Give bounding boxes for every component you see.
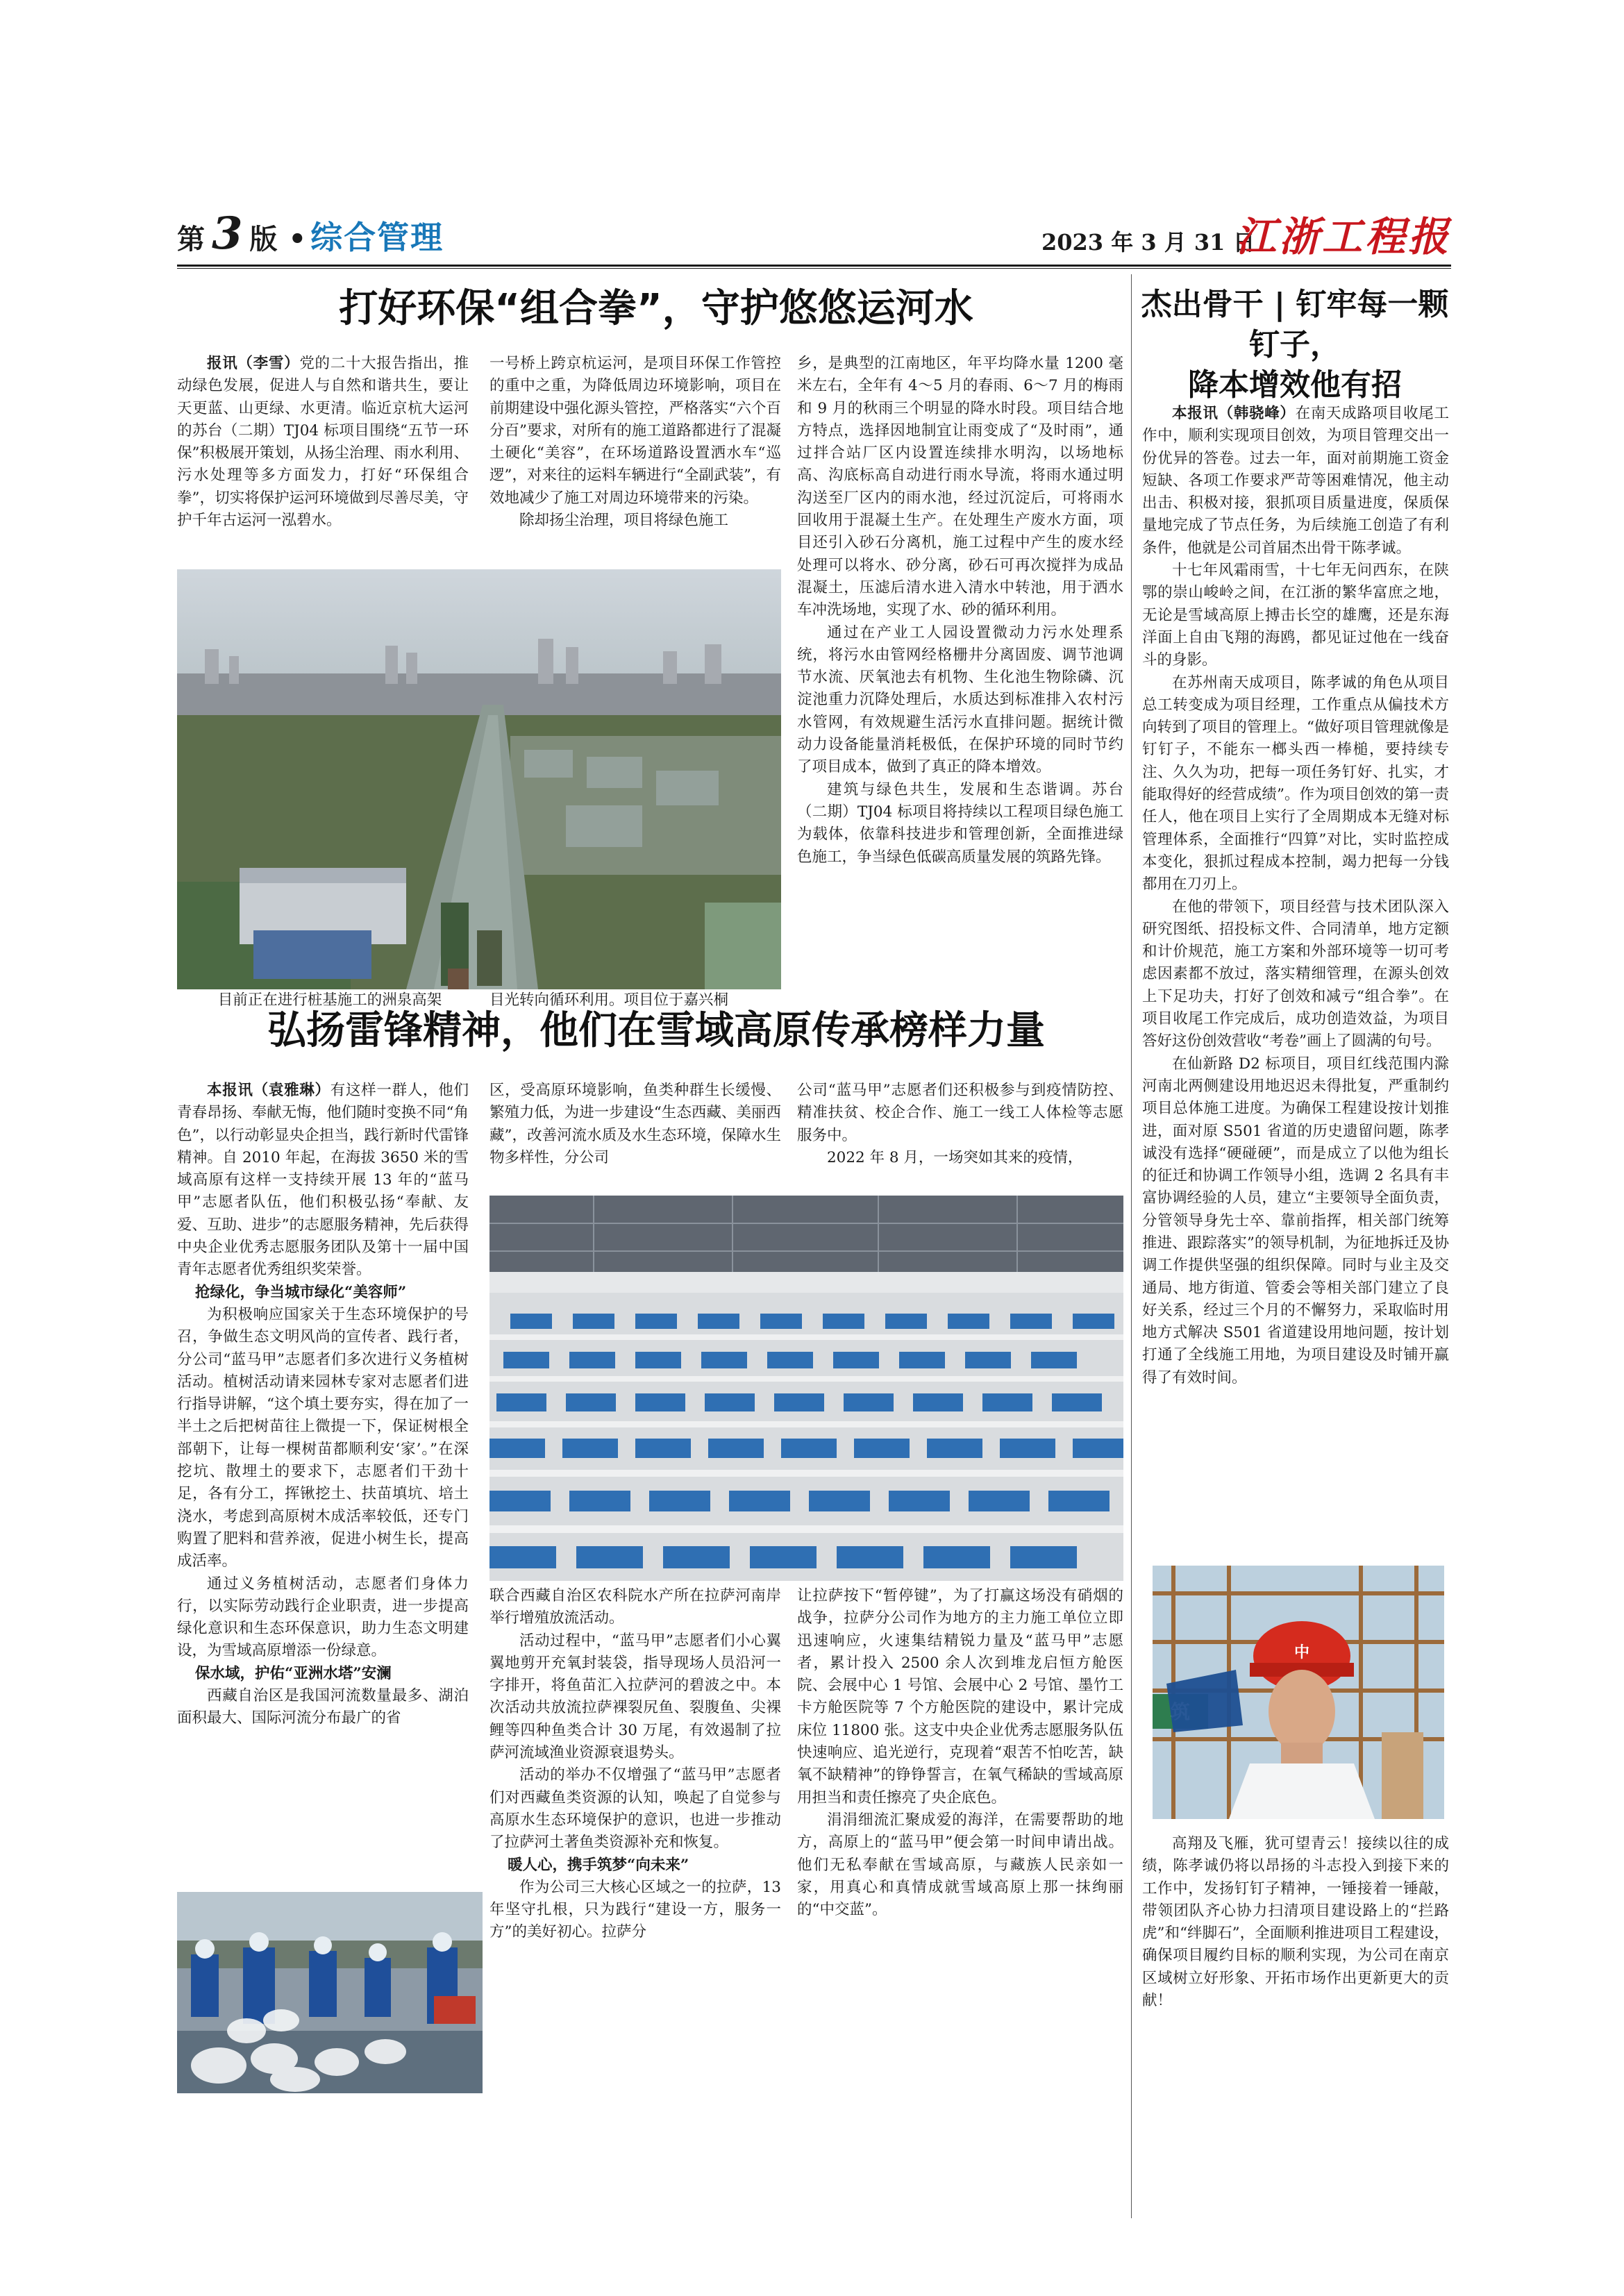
article1-col3-p3: 建筑与绿色共生，发展和生态谐调。苏台（二期）TJ04 标项目将持续以工程项目绿色施工为载体，依靠科技进步和管理创新，全面推进绿色施工，争当绿色低碳高质量发展的筑路先锋。 (797, 780, 1123, 866)
ban-suffix: 版 (249, 223, 278, 255)
masthead (177, 208, 1451, 264)
article3-p5: 在仙新路 D2 标项目，项目红线范围内滁河南北两侧建设用地迟迟未得批复，严重制约项目总体施工进度。为确保工程建设按计划推进，面对原 S501 省道的历史遗留问题，陈孝诚没有选择“硬碰硬”，而是成立了以他为组长的征迁和协调工作领导小组，选调 2 名具有丰富协调经验的人员，建立“主要领导全面负责，分管领导身先士卒、靠前指挥，相关部门统筹推进、跟踪落实”的领导机制，为征地拆迁及协调工作提供坚强的组织保障。同时与业主及交通局、地方街道、管委会等相关部门建立了良好关系，经过三个月的不懈努力，采取临时用地方式解决 S501 省道建设用地问题，按计划打通了全线施工用地，为项目建设及时铺开赢得了有效时间。 (1142, 1055, 1449, 1386)
article3-body (1142, 403, 1449, 1389)
article2-subhead2: 保水域，护佑“亚洲水塔”安澜 (195, 1664, 392, 1682)
article2-col2-p2: 联合西藏自治区农科院水产所在拉萨河南岸举行增殖放流活动。 (489, 1587, 781, 1627)
paper-logo: 江浙工程报 (1235, 213, 1451, 260)
article2-col3-top (797, 1080, 1123, 1169)
article3-lead: 在南天成路项目收尾工作中，顺利实现项目创效，为项目管理交出一份优异的答卷。过去一年，面对前期施工资金短缺、各项工作要求严苛等困难情况，他主动出击、积极对接，狠抓项目质量进度，保质保量地完成了节点任务，为后续施工创造了有利条件，他就是公司首届杰出骨干陈孝诚。 (1142, 405, 1449, 557)
article2-col1-p4: 西藏自治区是我国河流数量最多、湖泊面积最大、国际河流分布最广的省 (177, 1687, 469, 1727)
article2-col3-p4: 涓涓细流汇聚成爱的海洋，在需要帮助的地方，高原上的“蓝马甲”便会第一时间申请出战。他们无私奉献在雪域高原，与藏族人民亲如一家，用真心和真情成就雪域高原上那一抹绚丽的“中交蓝”。 (797, 1811, 1123, 1919)
article1-byline: 报讯（李雪） (207, 355, 300, 372)
article2-col3-p3: 让拉萨按下“暂停键”，为了打赢这场没有硝烟的战争，拉萨分公司作为地方的主力施工单位立即迅速响应，火速集结精锐力量及“蓝马甲”志愿者，累计投入 2500 余人次到堆龙启恒方舱医院、会展中心 1 号馆、会展中心 2 号馆、墨竹工卡方舱医院等 7 个方舱医院的建设中，累计完成床位 11800 张。这支中央企业优秀志愿服务队伍快速响应、追光逆行，克现着“艰苦不怕吃苦，缺氧不缺精神”的铮铮誓言，在氧气稀缺的雪域高原用担当和责任擦亮了央企底色。 (797, 1587, 1123, 1807)
article3-byline: 本报讯（韩骁峰） (1172, 405, 1296, 422)
article3-p4: 在他的带领下，项目经营与技术团队深入研究图纸、招投标文件、合同清单，地方定额和计价规范，施工方案和外部环境等一切可考虑因素都不放过，落实精细管理，在源头创效上下足功夫，打好了创效和减亏“组合拳”。在项目收尾工作完成后，成功创造效益，为项目答好这份创效营收“考卷”画上了圆满的句号。 (1142, 898, 1449, 1050)
article1-col2-tail: 目光转向循环利用。项目位于嘉兴桐 (489, 991, 729, 1009)
article2-col3-p2: 2022 年 8 月，一场突如其来的疫情， (827, 1148, 1083, 1166)
article1-col1 (177, 353, 469, 532)
page-number: 3 (212, 208, 243, 260)
article2-col1-p3: 通过义务植树活动，志愿者们身体力行，以实际劳动践行企业职责，进一步提高绿化意识和生态环保意识，助力生态文明建设，为雪域高原增添一份绿意。 (177, 1575, 469, 1660)
article3-p3: 在苏州南天成项目，陈孝诚的角色从项目总工转变成为项目经理，工作重点从偏技术方向转到了项目的管理上。“做好项目管理就像是钉钉子，不能东一榔头西一棒槌，要持续专注、久久为功，把每一项任务钉好、扎实，才能取得好的经营成绩”。作为项目创效的第一责任人，他在项目上实行了全周期成本无缝对标管理体系，全面推行“四算”对比，实时监控成本变化，狠抓过程成本控制，竭力把每一分钱都用在刀刃上。 (1142, 673, 1449, 894)
field-hospital-photo (489, 1196, 1123, 1581)
masthead-rule (177, 265, 1451, 267)
portrait-helmet-text: 中 (1294, 1644, 1310, 1661)
article2-col1-p2: 为积极响应国家关于生态环境保护的号召，争做生态文明风尚的宣传者、践行者，分公司“蓝马甲”志愿者们多次进行义务植树活动。植树活动请来园林专家对志愿者们进行指导讲解，“这个填土要夯实，得在加了一半土之后把树苗往上微提一下，保证树根全部朝下，让每一棵树苗都顺利安‘家’。”在深挖坑、散埋土的要求下，志愿者们干劲十足，各有分工，挥锹挖土、扶苗填坑、培土浇水，考虑到高原树木成活率较低，还专门购置了肥料和营养液，促进小树生长，提高成活率。 (177, 1305, 469, 1570)
article2-lead: 有这样一群人，他们青春昂扬、奉献无悔，他们随时变换不同“角色”，以行动彰显央企担当，践行新时代雷锋精神。自 2010 年起，在海拔 3650 米的雪域高原有这样一支持续开展 13 年的“蓝马甲”志愿者队伍，他们积极弘扬“奉献、友爱、互助、进步”的志愿服务精神，先后获得中央企业优秀志愿服务团队及第十一届中国青年志愿者优秀组织奖荣誉。 (177, 1082, 469, 1279)
article1-title: 打好环保“组合拳”，守护悠悠运河水 (339, 286, 973, 331)
article2-col2-p3: 活动过程中，“蓝马甲”志愿者们小心翼翼地剪开充氧封装袋，指导现场人员沿河一字排开，将鱼苗汇入拉萨河的碧波之中。本次活动共放流拉萨裸裂尻鱼、裂腹鱼、尖裸鲤等四种鱼类合计 30 万尾，有效遏制了拉萨河流域渔业资源衰退势头。 (489, 1632, 781, 1762)
article2-col2-top (489, 1080, 781, 1169)
article1-col3 (797, 353, 1123, 869)
bullet: • (288, 223, 307, 255)
article3-title-line2: 降本增效他有招 (1188, 367, 1402, 403)
article3-title (1139, 285, 1451, 405)
fish-release-photo (177, 1892, 483, 2093)
ban-prefix: 第 (177, 223, 205, 255)
article2-col3-p1: 公司“蓝马甲”志愿者们还积极参与到疫情防控、精准扶贫、校企合作、施工一线工人体检等志愿服务中。 (797, 1082, 1123, 1144)
article2-byline: 本报讯（袁雅琳） (207, 1082, 330, 1099)
article2-subhead3: 暖人心，携手筑梦“向未来” (508, 1856, 689, 1874)
article2-col2-p5: 作为公司三大核心区域之一的拉萨，13 年坚守扎根，只为践行“建设一方，服务一方”的美好初心。拉萨分 (489, 1878, 781, 1941)
article1-col3-p1: 乡，是典型的江南地区，年平均降水量 1200 毫米左右，全年有 4～5 月的春雨、6～7 月的梅雨和 9 月的秋雨三个明显的降水时段。项目结合地方特点，选择因地制宜让雨变成了“及时雨”，通过拌合站厂区内设置连续排水明沟，以场地标高、沟底标高自动进行雨水导流，将雨水通过明沟送至厂区内的雨水池，经过沉淀后，可将雨水回收用于混凝土生产。在处理生产废水方面，项目还引入砂石分离机，施工过程中产生的废水经处理可以将水、砂分离，砂石可再次搅拌为成品混凝土，压滤后清水进入清水中转池，用于洒水车冲洗场地，实现了水、砂的循环利用。 (797, 355, 1123, 619)
article1-col2-p2: 除却扬尘治理，项目将绿色施工 (519, 512, 729, 530)
article2-title: 弘扬雷锋精神，他们在雪域高原传承榜样力量 (267, 1008, 1045, 1053)
column-divider (1131, 274, 1132, 2218)
article3-p6: 高翔及飞雁，犹可望青云！接续以往的成绩，陈孝诚仍将以昂扬的斗志投入到接下来的工作中，发扬钉钉子精神，一锤接着一锤敲，带领团队齐心协力扫清项目建设路上的“拦路虎”和“绊脚石”，全面顺利推进项目工程建设，确保项目履约目标的顺利实现，为公司在南京区域树立好形象、开拓市场作出更新更大的贡献！ (1142, 1835, 1449, 2010)
article1-caption-left: 目前正在进行桩基施工的洲泉高架 (217, 991, 442, 1009)
article1-col2-p1: 一号桥上跨京杭运河，是项目环保工作管控的重中之重，为降低周边环境影响，项目在前期建设中强化源头管控，严格落实“六个百分百”要求，对所有的施工道路都进行了混凝土硬化“美容”，在环场道路设置洒水车“巡逻”，对来往的运料车辆进行“全副武装”，有效地减少了施工对周边环境带来的污染。 (489, 355, 781, 507)
engineer-portrait-photo (1153, 1566, 1444, 1819)
article2-col3-bottom (797, 1585, 1123, 1921)
article3-title-line1: 杰出骨干 | 钉牢每一颗钉子， (1141, 287, 1449, 362)
article2-col2-p1: 区，受高原环境影响，鱼类种群生长缓慢、繁殖力低，为进一步建设“生态西藏、美丽西藏”，改善河流水质及水生态环境，保障水生物多样性，分公司 (489, 1082, 781, 1166)
article2-col2-p4: 活动的举办不仅增强了“蓝马甲”志愿者们对西藏鱼类资源的认知，唤起了自觉参与高原水生态环境保护的意识，也进一步推动了拉萨河土著鱼类资源补充和恢复。 (489, 1766, 781, 1852)
article2-col2-bottom (489, 1585, 781, 1944)
aerial-canal-photo (177, 569, 781, 989)
article3-conclusion (1142, 1833, 1449, 2012)
article1-lead: 党的二十大报告指出，推动绿色发展，促进人与自然和谐共生，要让天更蓝、山更绿、水更清。临近京杭大运河的苏台（二期）TJ04 标项目围绕“五节一环保”积极展开策划，从扬尘治理、雨水利用、污水处理等多方面发力，打好“环保组合拳”，切实将保护运河环境做到尽善尽美，守护千年古运河一泓碧水。 (177, 355, 469, 530)
article1-col3-p2: 通过在产业工人园设置微动力污水处理系统，将污水由管网经格栅井分离固废、调节池调节水流、厌氧池去有机物、生化池生物除磷、沉淀池重力沉降处理后，水质达到标准排入农村污水管网，有效规避生活污水直排问题。据统计微动力设备能量消耗极低，在保护环境的同时节约了项目成本，做到了真正的降本增效。 (797, 623, 1123, 776)
article1-col2 (489, 353, 781, 532)
page-label (177, 208, 444, 260)
article2-subhead1: 抢绿化，争当城市绿化“美容师” (195, 1283, 407, 1301)
masthead-rule-thin (177, 268, 1451, 269)
section-name: 综合管理 (310, 219, 444, 256)
article3-p2: 十七年风霜雨雪，十七年无问西东，在陕鄂的崇山峻岭之间，在江浙的繁华富庶之地，无论是雪域高原上搏击长空的雄鹰，还是东海洋面上自由飞翔的海鸥，都见证过他在一线奋斗的身影。 (1142, 562, 1449, 669)
issue-date: 2023 年 3 月 31 日 (1041, 229, 1255, 255)
article2-col1 (177, 1080, 469, 1730)
